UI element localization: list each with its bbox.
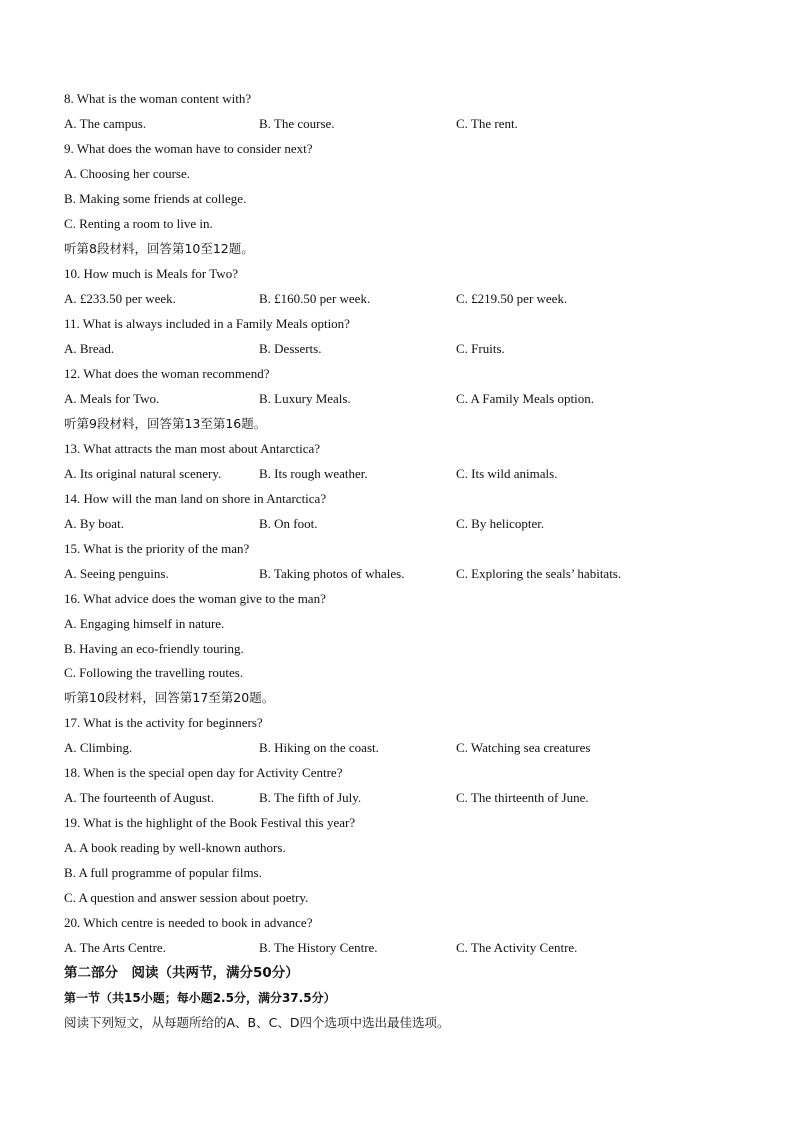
question-16-option-b: B. Having an eco-friendly touring. [64,641,244,656]
question-18-option-c: C. The thirteenth of June. [456,790,589,805]
question-19-option-c: C. A question and answer session about poetry. [64,890,309,905]
question-10-option-a: A. £233.50 per week. [64,291,176,306]
question-18-option-b: B. The fifth of July. [259,790,362,805]
question-16-option-c: C. Following the travelling routes. [64,665,244,680]
question-14-option-a: A. By boat. [64,516,124,531]
question-9-option-b: B. Making some friends at college. [64,191,247,206]
question-20-options [64,938,744,958]
question-10-option-b: B. £160.50 per week. [259,291,371,306]
question-11-option-c: C. Fruits. [456,341,505,356]
question-10-option-c: C. £219.50 per week. [456,291,568,306]
question-9-stem: 9. What does the woman have to consider next? [64,141,313,156]
question-12-option-b: B. Luxury Meals. [259,391,351,406]
passage-9-instruction: 听第9段材料，回答第13至第16题。 [64,416,267,431]
question-18-stem: 18. When is the special open day for Activity Centre? [64,765,343,780]
question-10-stem: 10. How much is Meals for Two? [64,266,238,281]
question-17-option-c: C. Watching sea creatures [456,740,591,755]
question-15-options [64,564,744,584]
question-18-option-a: A. The fourteenth of August. [64,790,214,805]
question-20-option-c: C. The Activity Centre. [456,940,578,955]
question-12-options [64,389,744,409]
question-9-option-c: C. Renting a room to live in. [64,216,213,231]
question-17-option-a: A. Climbing. [64,740,133,755]
question-8-option-b: B. The course. [259,116,335,131]
question-12-option-c: C. A Family Meals option. [456,391,594,406]
question-19-stem: 19. What is the highlight of the Book Festival this year? [64,815,356,830]
question-16-stem: 16. What advice does the woman give to the man? [64,591,326,606]
question-15-option-a: A. Seeing penguins. [64,566,169,581]
question-16-option-a: A. Engaging himself in nature. [64,616,225,631]
part-2-directions: 阅读下列短文，从每题所给的A、B、C、D四个选项中选出最佳选项。 [64,1015,450,1030]
question-19-option-b: B. A full programme of popular films. [64,865,262,880]
question-8-stem: 8. What is the woman content with? [64,91,252,106]
question-8-options [64,114,744,134]
passage-10-instruction: 听第10段材料，回答第17至第20题。 [64,690,275,705]
question-14-option-b: B. On foot. [259,516,318,531]
question-13-options [64,464,744,484]
question-13-stem: 13. What attracts the man most about Antarctica? [64,441,321,456]
question-18-options [64,788,744,808]
question-20-stem: 20. Which centre is needed to book in advance? [64,915,313,930]
question-11-stem: 11. What is always included in a Family Meals option? [64,316,350,331]
question-12-stem: 12. What does the woman recommend? [64,366,270,381]
question-14-option-c: C. By helicopter. [456,516,545,531]
question-19-option-a: A. A book reading by well-known authors. [64,840,286,855]
question-15-option-c: C. Exploring the seals’ habitats. [456,566,622,581]
question-14-options [64,514,744,534]
question-17-option-b: B. Hiking on the coast. [259,740,379,755]
question-20-option-a: A. The Arts Centre. [64,940,166,955]
question-13-option-b: B. Its rough weather. [259,466,368,481]
question-10-options [64,289,744,309]
part-2-section-1-heading: 第一节（共15小题；每小题2.5分，满分37.5分） [64,991,336,1005]
passage-8-instruction: 听第8段材料，回答第10至12题。 [64,241,254,256]
question-13-option-a: A. Its original natural scenery. [64,466,222,481]
question-8-option-a: A. The campus. [64,116,147,131]
question-11-option-b: B. Desserts. [259,341,322,356]
question-8-option-c: C. The rent. [456,116,518,131]
question-9-option-a: A. Choosing her course. [64,166,191,181]
question-11-option-a: A. Bread. [64,341,115,356]
question-15-stem: 15. What is the priority of the man? [64,541,250,556]
question-17-options [64,738,744,758]
question-17-stem: 17. What is the activity for beginners? [64,715,263,730]
question-15-option-b: B. Taking photos of whales. [259,566,405,581]
part-2-title: 第二部分 阅读（共两节，满分50分） [64,965,299,981]
question-20-option-b: B. The History Centre. [259,940,378,955]
question-14-stem: 14. How will the man land on shore in Antarctica? [64,491,327,506]
question-11-options [64,339,744,359]
question-12-option-a: A. Meals for Two. [64,391,160,406]
question-13-option-c: C. Its wild animals. [456,466,558,481]
